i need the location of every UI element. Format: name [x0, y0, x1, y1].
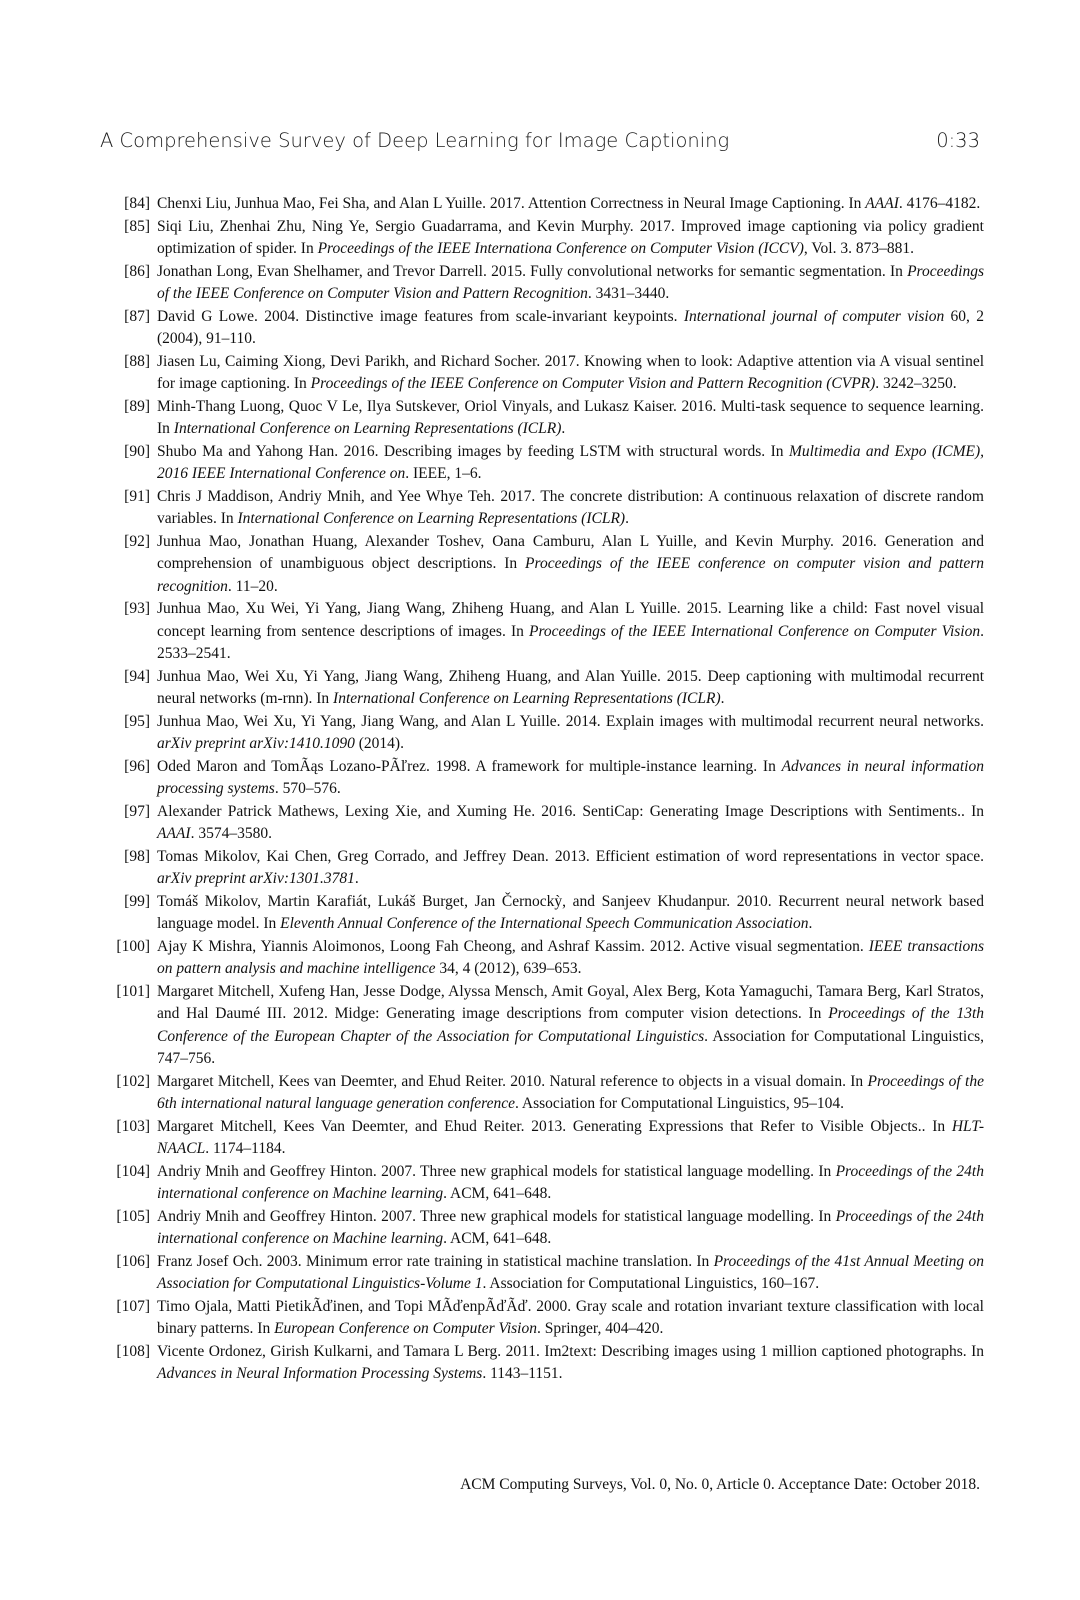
reference-number: [106] [116, 1252, 150, 1270]
reference-item [108, 1116, 984, 1161]
reference-item [108, 846, 984, 891]
reference-item [108, 598, 984, 666]
reference-segment: 60, 2 (2004), 91–110. [157, 307, 984, 347]
reference-item [108, 711, 984, 756]
reference-list [108, 193, 984, 1386]
reference-venue: International Conference on Learning Representations (ICLR) [237, 510, 626, 527]
reference-segment: . Association for Computational Linguistics, 95–104. [515, 1095, 844, 1112]
reference-text [157, 891, 984, 936]
reference-venue: AAAI [157, 825, 191, 842]
reference-segment: . 3242–3250. [875, 375, 957, 392]
reference-item [108, 1341, 984, 1386]
reference-venue: IEEE transactions on pattern analysis and machine intelligence [157, 937, 984, 977]
reference-venue: Proceedings of the IEEE Internationa Conference on Computer Vision (ICCV) [317, 240, 804, 257]
reference-segment: (2014). [354, 735, 404, 752]
reference-venue: Proceedings of the IEEE conference on computer vision and pattern recognition [157, 555, 984, 595]
reference-venue: Proceedings of the 24th international conference on Machine learning [157, 1207, 984, 1247]
reference-segment: . [808, 915, 813, 932]
reference-venue: European Conference on Computer Vision [274, 1320, 537, 1337]
reference-number: [91] [124, 487, 150, 505]
reference-segment: Ajay K Mishra, Yiannis Aloimonos, Loong Fah Cheong, and Ashraf Kassim. 2012. Active visual segmentation. [157, 937, 869, 955]
reference-text [157, 1341, 984, 1386]
reference-text [157, 351, 984, 396]
reference-number: [90] [124, 442, 150, 460]
reference-item [108, 1161, 984, 1206]
reference-venue: Proceedings of the IEEE Conference on Computer Vision and Pattern Recognition [157, 262, 984, 302]
reference-venue: AAAI [865, 195, 899, 212]
reference-item [108, 261, 984, 306]
reference-item [108, 1251, 984, 1296]
reference-segment: . 1143–1151. [482, 1365, 563, 1382]
reference-segment: . 3574–3580. [190, 825, 272, 842]
reference-item [108, 441, 984, 486]
reference-segment: . 570–576. [274, 780, 341, 797]
reference-segment: Shubo Ma and Yahong Han. 2016. Describing images by feeding LSTM with structural words. In [157, 442, 789, 460]
reference-number: [108] [116, 1342, 150, 1360]
reference-segment: Jonathan Long, Evan Shelhamer, and Trevor Darrell. 2015. Fully convolutional networks for semantic segmentation. In [157, 262, 908, 280]
reference-text [157, 486, 984, 531]
reference-venue: International Conference on Learning Representations (ICLR) [173, 420, 562, 437]
reference-item [108, 891, 984, 936]
reference-text [157, 1251, 984, 1296]
reference-number: [84] [124, 195, 150, 212]
reference-venue: Advances in neural information processing systems [157, 757, 984, 797]
reference-number: [88] [124, 352, 150, 370]
paper-title: A Comprehensive Survey of Deep Learning for Image Captioning [100, 129, 730, 152]
reference-venue: International journal of computer vision [683, 307, 945, 325]
reference-segment: . Association for Computational Linguistics, 747–756. [157, 1027, 985, 1067]
reference-item [108, 396, 984, 441]
reference-number: [87] [124, 307, 150, 325]
reference-segment: Chenxi Liu, Junhua Mao, Fei Sha, and Alan L Yuille. 2017. Attention Correctness in Neural Image Captioning. In [157, 195, 866, 212]
reference-number: [103] [116, 1117, 150, 1135]
reference-number: [96] [124, 757, 150, 775]
reference-item [108, 756, 984, 801]
reference-segment: . Springer, 404–420. [536, 1320, 664, 1337]
reference-segment: Siqi Liu, Zhenhai Zhu, Ning Ye, Sergio Guadarrama, and Kevin Murphy. 2017. Improved image captioning via policy gradient optimization of spider. In [157, 217, 984, 257]
reference-segment: Andriy Mnih and Geoffrey Hinton. 2007. Three new graphical models for statistical language modelling. In [157, 1207, 836, 1225]
reference-text [157, 1206, 984, 1251]
reference-number: [89] [124, 397, 150, 415]
reference-text [157, 396, 984, 441]
reference-text [157, 531, 984, 599]
reference-segment: Chris J Maddison, Andriy Mnih, and Yee Whye Teh. 2017. The concrete distribution: A continuous relaxation of discrete random variables. In [157, 487, 984, 527]
reference-segment: Junhua Mao, Xu Wei, Yi Yang, Jiang Wang, Zhiheng Huang, and Alan L Yuille. 2015. Learning like a child: Fast novel visual concept learning from sentence descriptions of images. In [157, 600, 984, 640]
reference-text [157, 441, 984, 486]
reference-text [157, 261, 984, 306]
reference-segment: . [720, 690, 725, 707]
reference-segment: Oded Maron and TomÃąs Lozano-PÃľrez. 1998. A framework for multiple-instance learning. In [157, 757, 782, 775]
reference-segment: Junhua Mao, Jonathan Huang, Alexander Toshev, Oana Camburu, Alan L Yuille, and Kevin Murphy. 2016. Generation and comprehension of unambiguous object descriptions. In [157, 532, 984, 572]
reference-text [157, 666, 984, 711]
reference-segment: . Association for Computational Linguistics, 160–167. [482, 1275, 820, 1292]
reference-number: [93] [124, 600, 150, 617]
reference-item [108, 801, 984, 846]
reference-number: [85] [124, 217, 150, 235]
reference-number: [99] [124, 892, 150, 910]
reference-text [157, 936, 984, 981]
reference-text [157, 193, 984, 216]
reference-segment: Timo Ojala, Matti PietikÃďinen, and Topi MÃďenpÃďÃď. 2000. Gray scale and rotation invariant texture classification with local binary patterns. In [157, 1297, 984, 1337]
page-number: 0:33 [936, 129, 980, 152]
reference-text [157, 598, 984, 666]
reference-segment: . 3431–3440. [587, 285, 670, 302]
reference-item [108, 193, 984, 216]
reference-item [108, 666, 984, 711]
reference-text [157, 1116, 984, 1161]
reference-segment: Vicente Ordonez, Girish Kulkarni, and Tamara L Berg. 2011. Im2text: Describing images using 1 million captioned photographs. In [157, 1342, 984, 1360]
reference-venue: Proceedings of the 13th Conference of the European Chapter of the Association for Computational Linguistics [157, 1005, 984, 1045]
reference-item [108, 1296, 984, 1341]
reference-segment: . [561, 420, 566, 437]
reference-number: [100] [116, 937, 150, 955]
reference-venue: Advances in Neural Information Processing Systems [157, 1365, 483, 1382]
reference-segment: Andriy Mnih and Geoffrey Hinton. 2007. Three new graphical models for statistical language modelling. In [157, 1162, 836, 1180]
reference-item [108, 936, 984, 981]
reference-segment: . [354, 870, 359, 887]
reference-segment: Junhua Mao, Wei Xu, Yi Yang, Jiang Wang, and Alan L Yuille. 2014. Explain images with multimodal recurrent neural networks. [157, 712, 984, 730]
reference-text [157, 216, 984, 261]
reference-venue: Proceedings of the 24th international conference on Machine learning [157, 1162, 984, 1202]
reference-text [157, 1296, 984, 1341]
reference-number: [104] [116, 1162, 150, 1180]
reference-item [108, 531, 984, 599]
reference-item [108, 981, 984, 1071]
reference-text [157, 981, 984, 1071]
reference-venue: International Conference on Learning Representations (ICLR) [333, 690, 721, 707]
reference-segment: , Vol. 3. 873–881. [803, 240, 914, 257]
reference-venue: Proceedings of the IEEE International Conference on Computer Vision [529, 622, 981, 640]
reference-text [157, 1161, 984, 1206]
reference-item [108, 1206, 984, 1251]
reference-number: [94] [124, 667, 150, 685]
reference-number: [95] [124, 712, 150, 730]
reference-segment: . ACM, 641–648. [443, 1185, 552, 1202]
reference-segment: . 1174–1184. [205, 1140, 286, 1157]
reference-text [157, 846, 984, 891]
reference-number: [107] [116, 1297, 150, 1315]
reference-segment: Minh-Thang Luong, Quoc V Le, Ilya Sutskever, Oriol Vinyals, and Lukasz Kaiser. 2016. Multi-task sequence to sequence learning. In [157, 397, 984, 437]
reference-segment: Jiasen Lu, Caiming Xiong, Devi Parikh, and Richard Socher. 2017. Knowing when to look: Adaptive attention via A visual sentinel for image captioning. In [157, 352, 984, 392]
reference-segment: . [625, 510, 629, 527]
reference-number: [105] [116, 1207, 150, 1225]
reference-venue: Multimedia and Expo (ICME), 2016 IEEE International Conference on [157, 442, 984, 482]
reference-venue: arXiv preprint arXiv:1301.3781 [157, 870, 355, 887]
reference-item [108, 1071, 984, 1116]
reference-segment: . 4176–4182. [898, 195, 981, 212]
reference-venue: HLT-NAACL [157, 1117, 984, 1157]
reference-segment: . 2533–2541. [157, 622, 984, 662]
journal-footer: ACM Computing Surveys, Vol. 0, No. 0, Article 0. Acceptance Date: October 2018. [460, 1476, 980, 1493]
reference-segment: Junhua Mao, Wei Xu, Yi Yang, Jiang Wang, Zhiheng Huang, and Alan Yuille. 2015. Deep captioning with multimodal recurrent neural networks (m-rnn). In [157, 667, 984, 707]
reference-number: [101] [116, 982, 150, 1000]
reference-segment: . 11–20. [227, 577, 278, 595]
reference-text [157, 801, 984, 846]
reference-segment: . IEEE, 1–6. [405, 465, 482, 482]
reference-segment: Alexander Patrick Mathews, Lexing Xie, and Xuming He. 2016. SentiCap: Generating Image Descriptions with Sentiments.. In [157, 802, 984, 820]
reference-item [108, 486, 984, 531]
reference-item [108, 351, 984, 396]
reference-item [108, 216, 984, 261]
reference-number: [86] [124, 262, 150, 280]
reference-segment: David G Lowe. 2004. Distinctive image features from scale-invariant keypoints. [157, 307, 684, 325]
reference-segment: . ACM, 641–648. [443, 1230, 552, 1247]
reference-segment: Tomas Mikolov, Kai Chen, Greg Corrado, and Jeffrey Dean. 2013. Efficient estimation of word representations in vector space. [157, 847, 984, 865]
reference-segment: Franz Josef Och. 2003. Minimum error rate training in statistical machine translation. In [157, 1252, 714, 1270]
reference-number: [102] [116, 1072, 150, 1090]
reference-segment: Tomáš Mikolov, Martin Karafiát, Lukáš Burget, Jan Černockỳ, and Sanjeev Khudanpur. 2010. Recurrent neural network based language model. In [157, 892, 984, 932]
reference-venue: Proceedings of the IEEE Conference on Computer Vision and Pattern Recognition (CVPR) [310, 375, 876, 392]
reference-segment: Margaret Mitchell, Kees Van Deemter, and Ehud Reiter. 2013. Generating Expressions that Refer to Visible Objects.. In [157, 1117, 952, 1135]
reference-text [157, 756, 984, 801]
reference-item [108, 306, 984, 351]
reference-number: [97] [124, 802, 150, 820]
reference-venue: Eleventh Annual Conference of the International Speech Communication Association [280, 915, 809, 932]
reference-text [157, 1071, 984, 1116]
reference-venue: Proceedings of the 6th international natural language generation conference [157, 1072, 984, 1112]
reference-number: [98] [124, 847, 150, 865]
reference-segment: 34, 4 (2012), 639–653. [435, 960, 582, 977]
reference-text [157, 306, 984, 351]
reference-segment: Margaret Mitchell, Xufeng Han, Jesse Dodge, Alyssa Mensch, Amit Goyal, Alex Berg, Kota Yamaguchi, Tamara Berg, Karl Stratos, and Hal Daumé III. 2012. Midge: Generating image descriptions from computer vision detections. In [157, 982, 984, 1022]
reference-number: [92] [124, 532, 150, 550]
reference-text [157, 711, 984, 756]
reference-venue: arXiv preprint arXiv:1410.1090 [157, 735, 355, 752]
running-head [100, 129, 980, 159]
reference-venue: Proceedings of the 41st Annual Meeting on Association for Computational Linguistics-Volume 1 [157, 1252, 984, 1292]
reference-segment: Margaret Mitchell, Kees van Deemter, and Ehud Reiter. 2010. Natural reference to objects in a visual domain. In [157, 1072, 868, 1090]
